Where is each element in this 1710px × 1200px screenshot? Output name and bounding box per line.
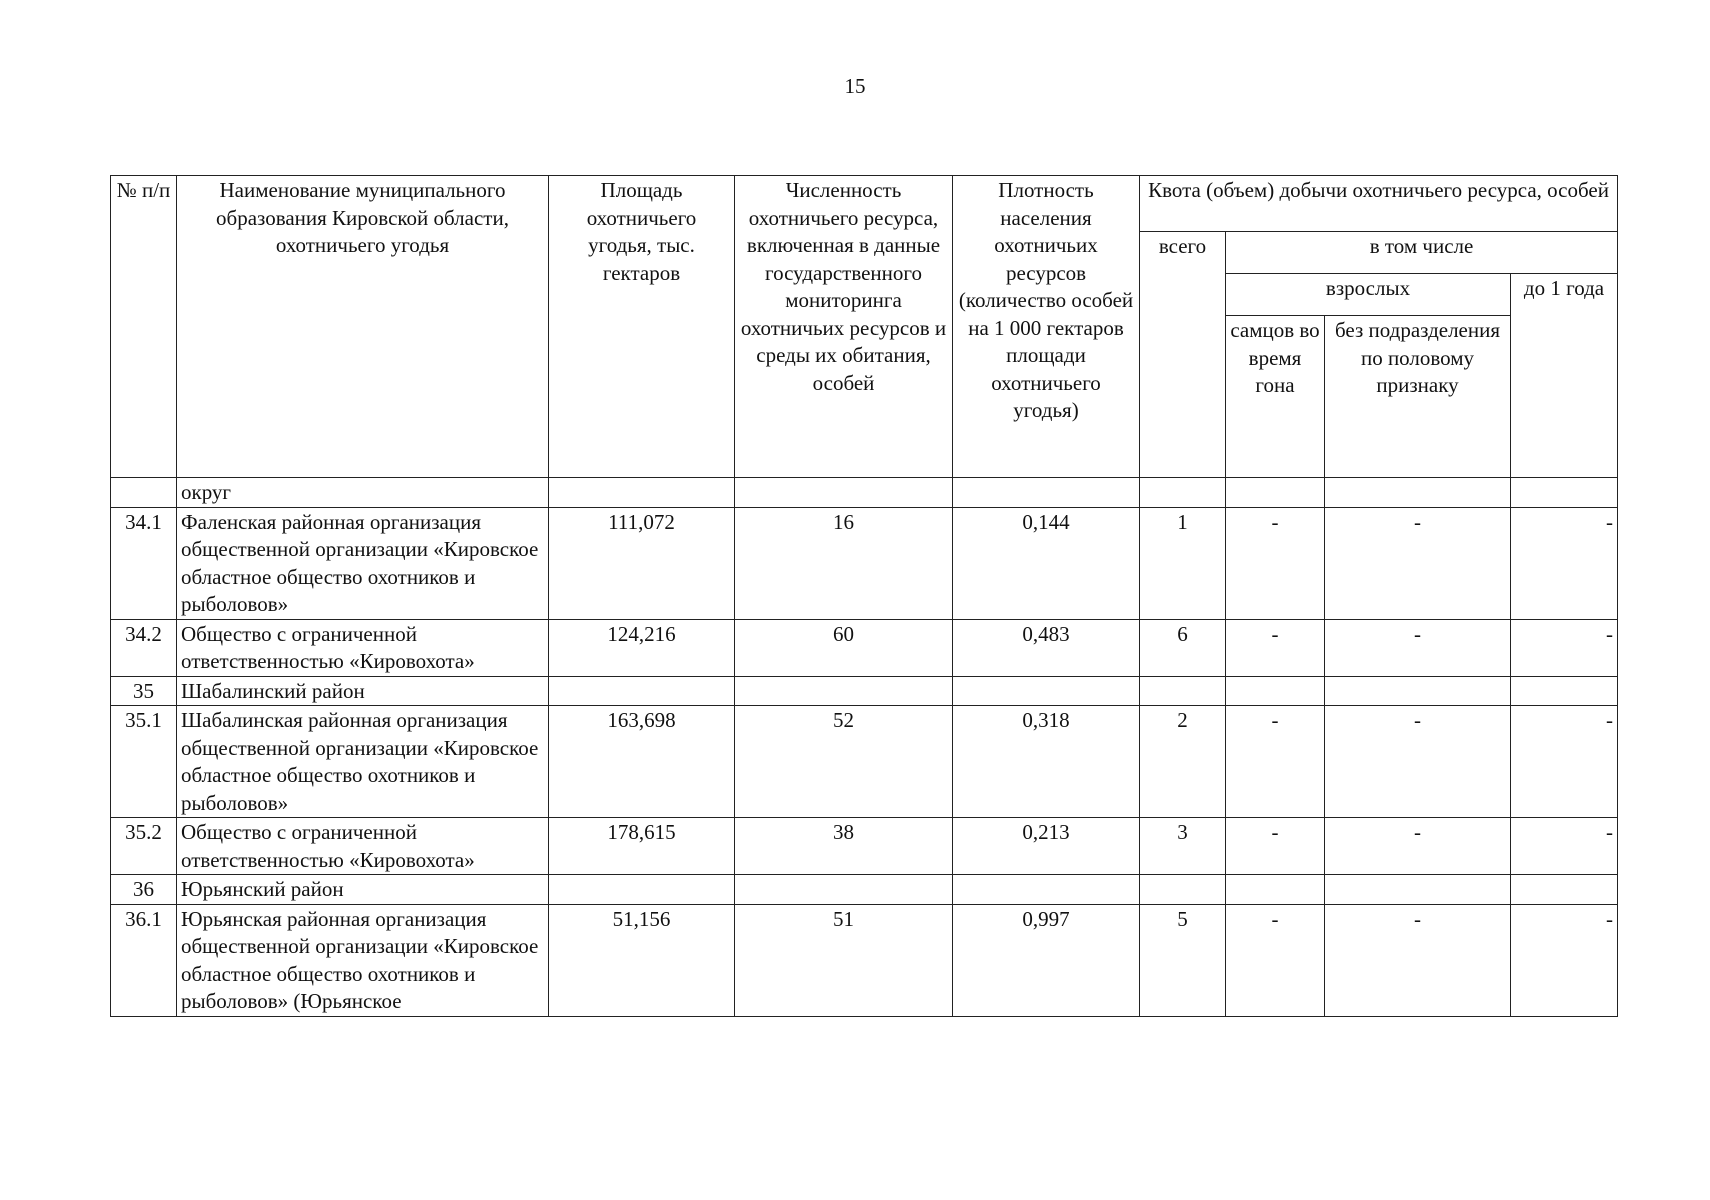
row-total xyxy=(1140,478,1226,508)
header-density: Плотность населения охотничьих ресурсов (количество особей на 1 000 гектаров площади охотничьего угодья) xyxy=(953,176,1140,478)
row-num: 34.1 xyxy=(111,507,177,619)
header-num: № п/п xyxy=(111,176,177,478)
row-density xyxy=(953,875,1140,905)
row-name: Фаленская районная организация общественной организации «Кировское областное общество охотников и рыболовов» xyxy=(177,507,549,619)
row-population: 52 xyxy=(735,706,953,818)
row-total: 2 xyxy=(1140,706,1226,818)
row-males: - xyxy=(1226,706,1325,818)
row-young: - xyxy=(1511,619,1618,676)
row-population: 60 xyxy=(735,619,953,676)
table-row xyxy=(111,904,1618,1016)
quota-table xyxy=(110,175,1618,1017)
row-young: - xyxy=(1511,818,1618,875)
row-name: Шабалинский район xyxy=(177,676,549,706)
row-area: 163,698 xyxy=(549,706,735,818)
row-males xyxy=(1226,478,1325,508)
row-young xyxy=(1511,676,1618,706)
header-total: всего xyxy=(1140,232,1226,478)
row-males: - xyxy=(1226,904,1325,1016)
header-no-sex: без подразделения по половому признаку xyxy=(1325,316,1511,478)
row-total: 1 xyxy=(1140,507,1226,619)
row-population: 51 xyxy=(735,904,953,1016)
table-row xyxy=(111,875,1618,905)
page-number: 15 xyxy=(844,74,866,98)
row-area: 51,156 xyxy=(549,904,735,1016)
row-area: 124,216 xyxy=(549,619,735,676)
row-population: 16 xyxy=(735,507,953,619)
row-nosex: - xyxy=(1325,619,1511,676)
table-row xyxy=(111,676,1618,706)
header-males-rut: самцов во время гона xyxy=(1226,316,1325,478)
row-name: округ xyxy=(177,478,549,508)
header-area: Площадь охотничьего угодья, тыс. гектаров xyxy=(549,176,735,478)
header-including: в том числе xyxy=(1226,232,1618,274)
row-males xyxy=(1226,875,1325,905)
row-name: Шабалинская районная организация общественной организации «Кировское областное общество охотников и рыболовов» xyxy=(177,706,549,818)
row-young: - xyxy=(1511,904,1618,1016)
row-density xyxy=(953,676,1140,706)
row-males: - xyxy=(1226,507,1325,619)
row-males: - xyxy=(1226,818,1325,875)
row-num: 36 xyxy=(111,875,177,905)
row-name: Общество с ограниченной ответственностью «Кировохота» xyxy=(177,818,549,875)
row-total xyxy=(1140,875,1226,905)
row-name: Юрьянская районная организация общественной организации «Кировское областное общество охотников и рыболовов» (Юрьянское xyxy=(177,904,549,1016)
table-row xyxy=(111,619,1618,676)
row-num: 34.2 xyxy=(111,619,177,676)
row-area: 111,072 xyxy=(549,507,735,619)
row-young: - xyxy=(1511,507,1618,619)
row-num: 36.1 xyxy=(111,904,177,1016)
header-under-1-year: до 1 года xyxy=(1511,274,1618,478)
table-row xyxy=(111,478,1618,508)
table-row xyxy=(111,706,1618,818)
header-population: Численность охотничьего ресурса, включенная в данные государственного мониторинга охотничьих ресурсов и среды их обитания, особей xyxy=(735,176,953,478)
row-num: 35.2 xyxy=(111,818,177,875)
row-nosex xyxy=(1325,478,1511,508)
row-total xyxy=(1140,676,1226,706)
row-density: 0,997 xyxy=(953,904,1140,1016)
row-density: 0,483 xyxy=(953,619,1140,676)
row-density: 0,318 xyxy=(953,706,1140,818)
row-nosex: - xyxy=(1325,706,1511,818)
row-nosex: - xyxy=(1325,904,1511,1016)
row-num xyxy=(111,478,177,508)
row-nosex xyxy=(1325,676,1511,706)
row-num: 35.1 xyxy=(111,706,177,818)
header-adults: взрослых xyxy=(1226,274,1511,316)
row-population xyxy=(735,676,953,706)
row-males: - xyxy=(1226,619,1325,676)
row-area xyxy=(549,478,735,508)
row-density: 0,213 xyxy=(953,818,1140,875)
row-area: 178,615 xyxy=(549,818,735,875)
row-males xyxy=(1226,676,1325,706)
row-nosex: - xyxy=(1325,818,1511,875)
row-young xyxy=(1511,875,1618,905)
row-total: 3 xyxy=(1140,818,1226,875)
row-num: 35 xyxy=(111,676,177,706)
row-area xyxy=(549,676,735,706)
row-nosex: - xyxy=(1325,507,1511,619)
row-area xyxy=(549,875,735,905)
row-total: 6 xyxy=(1140,619,1226,676)
row-density xyxy=(953,478,1140,508)
row-young xyxy=(1511,478,1618,508)
row-population xyxy=(735,478,953,508)
row-density: 0,144 xyxy=(953,507,1140,619)
header-name: Наименование муниципального образования Кировской области, охотничьего угодья xyxy=(177,176,549,478)
header-quota: Квота (объем) добычи охотничьего ресурса, особей xyxy=(1140,176,1618,232)
row-population: 38 xyxy=(735,818,953,875)
row-population xyxy=(735,875,953,905)
table-row xyxy=(111,818,1618,875)
row-name: Юрьянский район xyxy=(177,875,549,905)
row-nosex xyxy=(1325,875,1511,905)
row-young: - xyxy=(1511,706,1618,818)
row-total: 5 xyxy=(1140,904,1226,1016)
row-name: Общество с ограниченной ответственностью «Кировохота» xyxy=(177,619,549,676)
table-row xyxy=(111,507,1618,619)
